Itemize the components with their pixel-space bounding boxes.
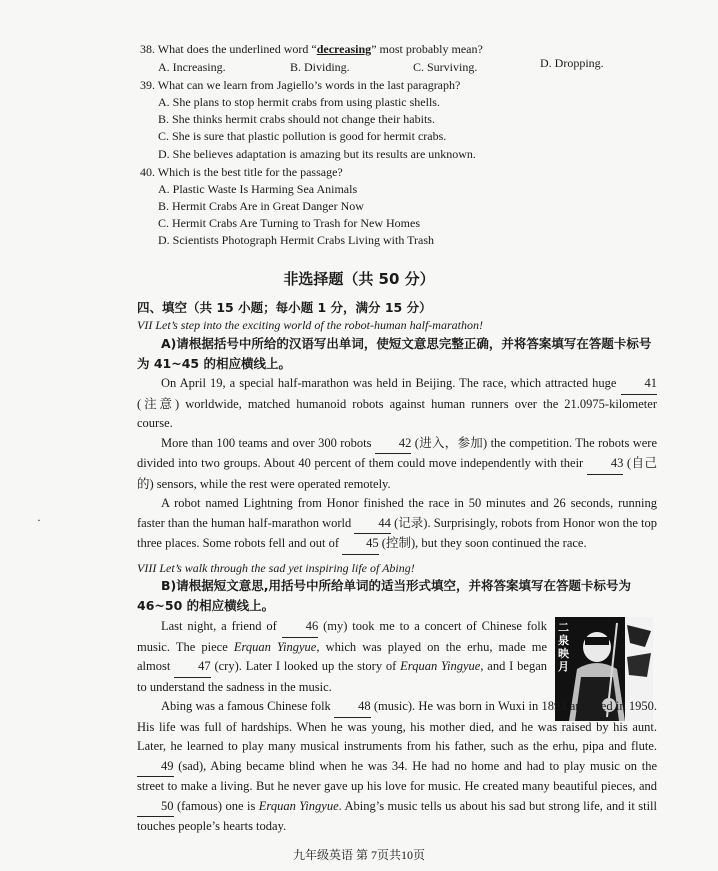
blank-49: 49 bbox=[137, 757, 174, 778]
section-title: 非选择题（共 50 分） bbox=[283, 270, 435, 288]
q40-option-c: C. Hermit Crabs Are Turning to Trash for New Homes bbox=[158, 216, 421, 230]
photo-caption: 二泉映月 bbox=[558, 621, 569, 673]
q38-option-a: A. Increasing. bbox=[158, 60, 226, 74]
q39-option-c: C. She is sure that plastic pollution is good for hermit crabs. bbox=[158, 129, 447, 143]
q40-option-b: B. Hermit Crabs Are in Great Danger Now bbox=[158, 199, 364, 213]
q38-option-b: B. Dividing. bbox=[290, 60, 350, 74]
q39-option-a: A. She plans to stop hermit crabs from using plastic shells. bbox=[158, 95, 440, 109]
blank-50: 50 bbox=[137, 797, 174, 818]
blank-48: 48 bbox=[334, 697, 371, 718]
part-eight-heading: VIII Let’s walk through the sad yet inspiring life of Abing! bbox=[137, 561, 415, 575]
passage-seven-paragraph-2: More than 100 teams and over 300 robots 42 (进入，参加) the competition. The robots were divided into two groups. About 40 percent of them could move independently with their 43 (自己的) sensors, while the rest were operated remotely. bbox=[137, 435, 657, 491]
q39-option-b: B. She thinks hermit crabs should not change their habits. bbox=[158, 112, 435, 126]
blank-45: 45 bbox=[342, 534, 379, 555]
part-a-instructions: A)请根据括号中所给的汉语写出单词，使短文意思完整正确，并将答案填写在答题卡标号为 41~45 的相应横线上。 bbox=[137, 336, 652, 371]
q40-option-a: A. Plastic Waste Is Harming Sea Animals bbox=[158, 182, 358, 196]
part-b-instructions: B)请根据短文意思,用括号中所给单词的适当形式填空，并将答案填写在答题卡标号为 46~50 的相应横线上。 bbox=[137, 578, 631, 613]
blank-47: 47 bbox=[174, 657, 211, 678]
blank-43: 43 bbox=[587, 454, 624, 475]
passage-eight-paragraph-2: Abing was a famous Chinese folk 48 (music). He was born in Wuxi in 1893 and died in 1950. His life was full of hardships. When he was young, his mother died, and he was raised by his aunt. Later, he learned to play many musical instruments from his father, such as the erhu, pipa and flute. 49 (sad), Abing became blind when he was 34. He had no home and had to play music on the street to make a living. But he never gave up his love for music. He created many beautiful pieces, and 50 (famous) one is Erquan Yingyue. Abing’s music tells us about his sad but strong life, and it still touches people’s hearts today. bbox=[137, 699, 657, 833]
q39-option-d: D. She believes adaptation is amazing but its results are unknown. bbox=[158, 147, 476, 161]
part-seven-heading: VII Let’s step into the exciting world of the robot-human half-marathon! bbox=[137, 318, 483, 332]
question-38: 38. What does the underlined word “decreasing” most probably mean? bbox=[140, 42, 483, 56]
blank-44: 44 bbox=[354, 514, 391, 535]
passage-eight bbox=[137, 617, 657, 837]
question-40: 40. Which is the best title for the passage? bbox=[140, 165, 343, 179]
page-footer: 九年级英语 第 7页共10页 bbox=[292, 848, 425, 862]
q40-option-d: D. Scientists Photograph Hermit Crabs Living with Trash bbox=[158, 233, 434, 247]
stray-mark: · bbox=[37, 513, 41, 527]
question-39: 39. What can we learn from Jagiello’s words in the last paragraph? bbox=[140, 78, 461, 92]
passage-seven-paragraph-3: A robot named Lightning from Honor finished the race in 50 minutes and 26 seconds, running faster than the human half-marathon world 44 (记录). Surprisingly, robots from Honor won the top three places. Some robots fell and out of 45 (控制), but they soon continued the race. bbox=[137, 494, 657, 555]
q38-option-d: D. Dropping. bbox=[540, 56, 604, 70]
underlined-word: decreasing bbox=[316, 42, 372, 56]
blank-41: 41 bbox=[621, 374, 658, 395]
section-four-heading: 四、填空（共 15 小题；每小题 1 分，满分 15 分） bbox=[137, 300, 432, 315]
passage-seven-paragraph-1: On April 19, a special half-marathon was held in Beijing. The race, which attracted huge 41 (注意) worldwide, matched humanoid robots against human runners over the 21.0975-kilometer course. bbox=[137, 376, 657, 430]
q38-option-c: C. Surviving. bbox=[413, 60, 478, 74]
passage-eight-paragraph-1: Last night, a friend of 46 (my) took me to a concert of Chinese folk music. The piece Erquan Yingyue, which was played on the erhu, made me almost 47 (cry). Later I looked up the story of Erquan Yingyue, and I began to understand the sadness in the music. bbox=[137, 619, 547, 694]
passage-seven bbox=[137, 374, 657, 555]
blank-42: 42 bbox=[375, 434, 412, 455]
blank-46: 46 bbox=[282, 617, 319, 638]
